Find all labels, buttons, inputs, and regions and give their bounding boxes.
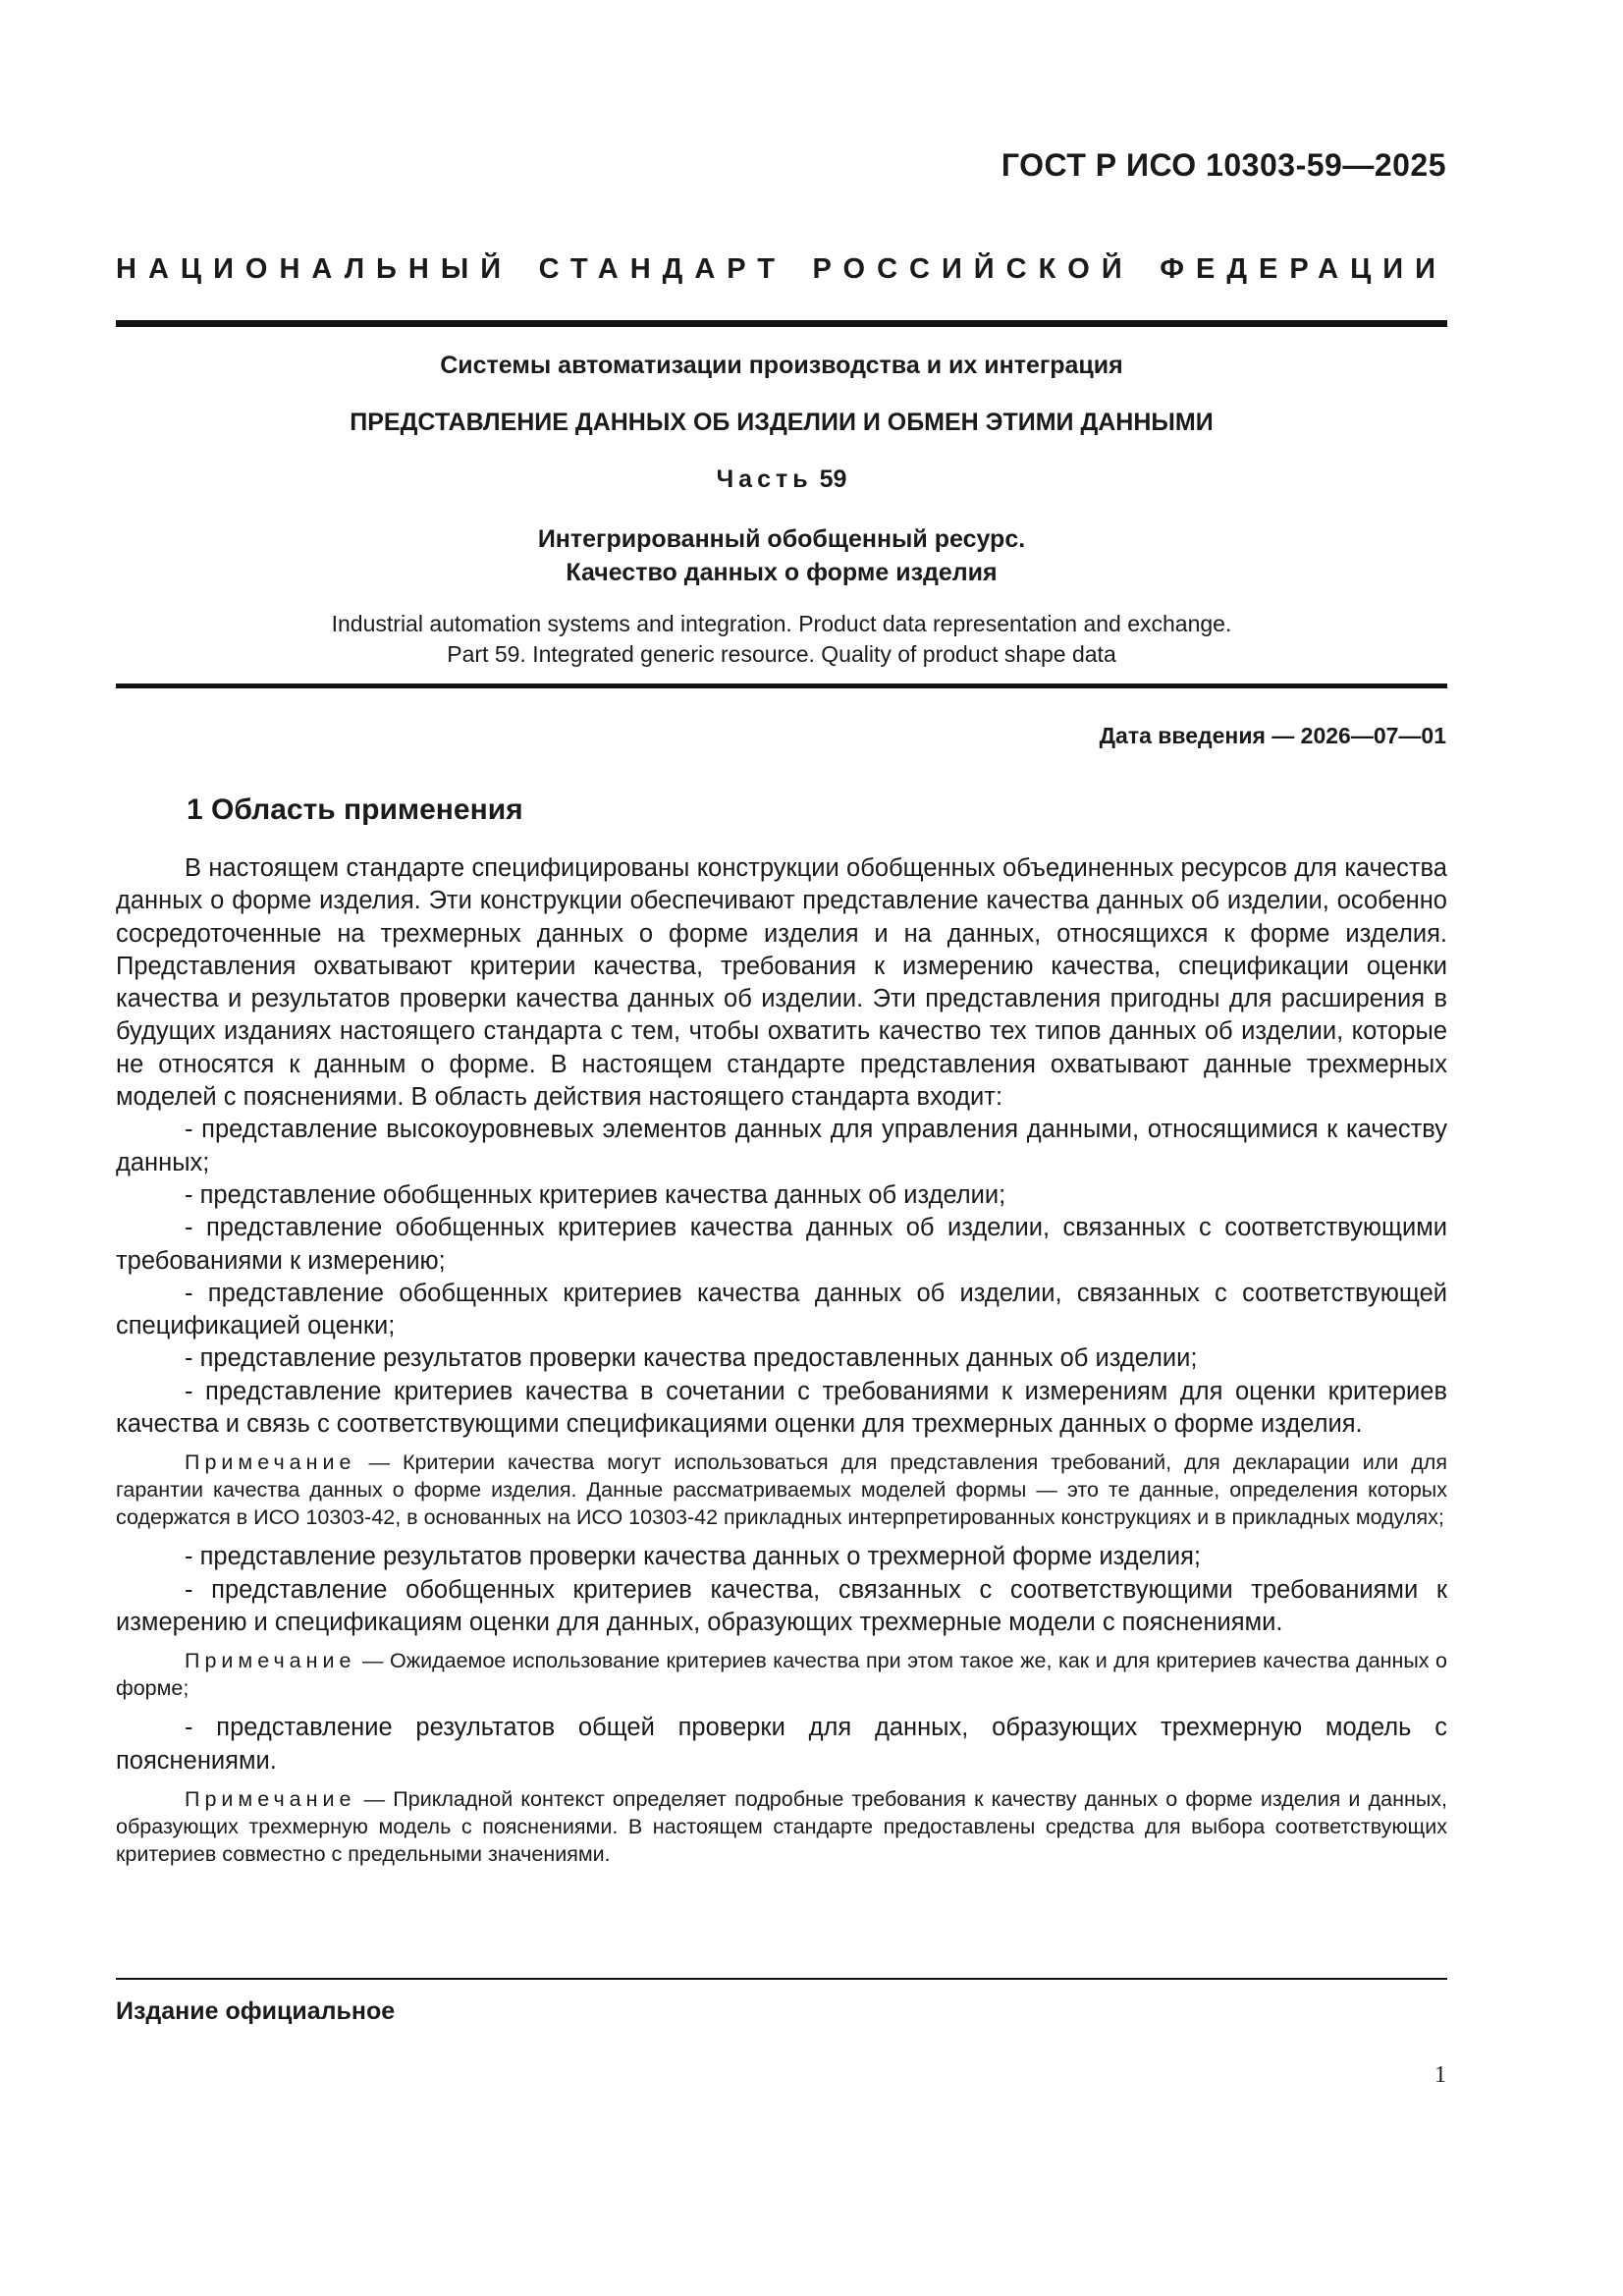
national-standard-banner: НАЦИОНАЛЬНЫЙ СТАНДАРТ РОССИЙСКОЙ ФЕДЕРАЦИИ bbox=[116, 253, 1447, 285]
english-title-line-1: Industrial automation systems and integration. Product data representation and exchange. bbox=[331, 611, 1232, 636]
part-title bbox=[116, 465, 1447, 494]
scope-list-item: - представление результатов общей проверки для данных, образующих трехмерную модель с пояснениями. bbox=[116, 1714, 1447, 1775]
part-word: Часть bbox=[716, 465, 813, 493]
note-text: — Ожидаемое использование критериев качества при этом такое же, как и для критериев качества данных о форме; bbox=[116, 1649, 1447, 1701]
english-title bbox=[116, 609, 1447, 670]
scope-list-item: - представление обобщенных критериев качества данных об изделии, связанных с соответствующей спецификацией оценки; bbox=[116, 1279, 1447, 1340]
english-title-line-2: Part 59. Integrated generic resource. Quality of product shape data bbox=[447, 641, 1116, 667]
section-heading: 1 Область применения bbox=[187, 793, 523, 826]
page-number: 1 bbox=[1434, 2062, 1446, 2088]
subtitle bbox=[116, 522, 1447, 589]
note-text: — Критерии качества могут использоваться для представления требований, для декларации или для гарантии качества данных о форме изделия. Данные рассматриваемых моделей формы — это те данные, определения которых содержатся в ИСО 10303-42, в основанных на ИСО 10303-42 прикладных интерпретированных конструкциях и в прикладных модулях; bbox=[116, 1450, 1447, 1530]
official-edition-label: Издание официальное bbox=[116, 1997, 396, 2025]
scope-list-item: - представление обобщенных критериев качества данных об изделии; bbox=[185, 1180, 1006, 1209]
note-text: — Прикладной контекст определяет подробные требования к качеству данных о форме изделия и данных, образующих трехмерную модель с пояснениями. В настоящем стандарте предоставлены средства для выбора соответствующих критериев совместно с предельными значениями. bbox=[116, 1786, 1447, 1866]
note-label: Примечание bbox=[185, 1649, 356, 1673]
scope-paragraph: В настоящем стандарте специфицированы конструкции обобщенных объединенных ресурсов для качества данных о форме изделия. Эти конструкции обеспечивают представление качества данных об изделии, особенно сосредоточенные на трехмерных данных о форме изделия и на данных, относящихся к форме изделия. Представления охватывают критерии качества, требования к измерению качества, спецификации оценки качества и результатов проверки качества данных об изделии. Эти представления пригодны для расширения в будущих изданиях настоящего стандарта с тем, чтобы охватить качество тех типов данных об изделии, которые не относятся к данным о форме. В настоящем стандарте представления охватывают данные трехмерных моделей с пояснениями. В область действия настоящего стандарта входит: bbox=[116, 854, 1447, 1112]
scope-list-item: - представление обобщенных критериев качества, связанных с соответствующими требованиями к измерению и спецификациям оценки для данных, образующих трехмерные модели с пояснениями. bbox=[116, 1575, 1447, 1636]
main-title: ПРЕДСТАВЛЕНИЕ ДАННЫХ ОБ ИЗДЕЛИИ И ОБМЕН ЭТИМИ ДАННЫМИ bbox=[350, 409, 1214, 436]
section-body bbox=[116, 852, 1447, 1878]
scope-list-item: - представление результатов проверки качества данных о трехмерной форме изделия; bbox=[185, 1543, 1201, 1571]
note-label: Примечание bbox=[185, 1450, 356, 1475]
subtitle-line-2: Качество данных о форме изделия bbox=[566, 559, 998, 586]
introduction-date: Дата введения — 2026—07—01 bbox=[1099, 723, 1446, 748]
scope-list-item: - представление обобщенных критериев качества данных об изделии, связанных с соответствующими требованиями к измерению; bbox=[116, 1214, 1447, 1275]
part-number: 59 bbox=[819, 465, 847, 493]
document-code: ГОСТ Р ИСО 10303-59—2025 bbox=[1001, 147, 1446, 183]
scope-list-item: - представление критериев качества в сочетании с требованиями к измерениям для оценки критериев качества и связь с соответствующими спецификациями оценки для трехмерных данных о форме изделия. bbox=[116, 1377, 1447, 1439]
note-label: Примечание bbox=[185, 1786, 356, 1811]
title-divider bbox=[116, 683, 1447, 688]
subtitle-line-1: Интегрированный обобщенный ресурс. bbox=[537, 525, 1026, 553]
note bbox=[116, 1449, 1447, 1531]
note bbox=[116, 1647, 1447, 1702]
note bbox=[116, 1785, 1447, 1868]
scope-list-item: - представление результатов проверки качества предоставленных данных об изделии; bbox=[185, 1344, 1198, 1373]
scope-list-item: - представление высокоуровневых элементов данных для управления данными, относящимися к качеству данных; bbox=[116, 1116, 1447, 1176]
series-title: Системы автоматизации производства и их интеграция bbox=[440, 352, 1123, 379]
top-divider bbox=[116, 320, 1447, 327]
footer-divider bbox=[116, 1978, 1447, 1980]
